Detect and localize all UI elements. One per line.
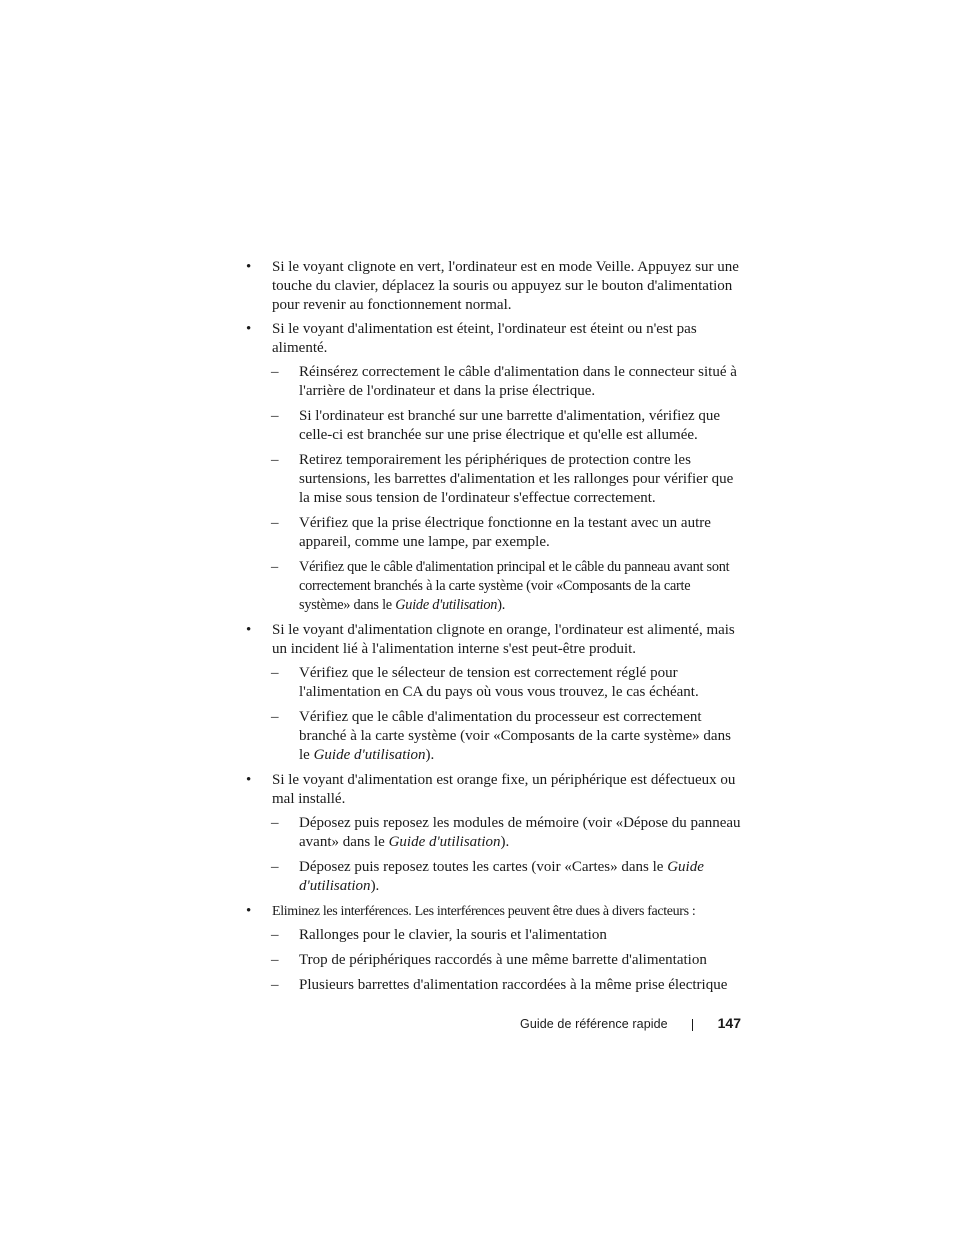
sub-item-text: Si l'ordinateur est branché sur une barrette d'alimentation, vérifiez que celle-ci est branchée sur une prise électrique et qu'elle est allumée. <box>299 408 721 443</box>
dash-marker: – <box>271 665 279 681</box>
list-item-text: Si le voyant d'alimentation clignote en orange, l'ordinateur est alimenté, mais un incident lié à l'alimentation interne s'est peut-être produit. <box>272 622 735 657</box>
dash-marker: – <box>271 515 279 531</box>
sub-list <box>272 363 742 615</box>
dash-marker: – <box>271 977 279 993</box>
bullet-marker: • <box>246 321 252 337</box>
sub-item-text-end: ). <box>370 878 380 894</box>
sub-item-text: Vérifiez que le câble d'alimentation du processeur est correctement branché à la carte système (voir «Composants de la carte système» dans le <box>299 709 731 763</box>
sub-list-item <box>246 858 742 896</box>
sub-list-item <box>246 951 742 970</box>
sub-item-text: Réinsérez correctement le câble d'alimentation dans le connecteur situé à l'arrière de l'ordinateur et dans la prise électrique. <box>299 364 737 399</box>
sub-item-text: Plusieurs barrettes d'alimentation raccordées à la même prise électrique <box>299 977 728 993</box>
sub-list-item <box>246 514 742 552</box>
dash-marker: – <box>271 815 279 831</box>
sub-list-item <box>246 363 742 401</box>
dash-marker: – <box>271 952 279 968</box>
bullet-marker: • <box>246 622 252 638</box>
list-item <box>246 258 742 315</box>
bullet-marker: • <box>246 772 252 788</box>
sub-list-item <box>246 451 742 508</box>
sub-list-item <box>246 558 742 615</box>
footer-title: Guide de référence rapide <box>520 1017 668 1031</box>
list-item <box>246 771 742 896</box>
sub-item-text-end: ). <box>497 597 506 613</box>
footer-separator <box>692 1019 693 1031</box>
sub-item-text: Vérifiez que le sélecteur de tension est correctement réglé pour l'alimentation en CA du pays où vous vous trouvez, le cas échéant. <box>299 665 699 700</box>
sub-list-item <box>246 407 742 445</box>
sub-list-item <box>246 976 742 995</box>
guide-reference: Guide d'utilisation <box>313 747 426 763</box>
dash-marker: – <box>271 408 279 424</box>
sub-item-text: Trop de périphériques raccordés à une même barrette d'alimentation <box>299 952 707 968</box>
list-item <box>246 902 742 995</box>
sub-list <box>272 926 742 995</box>
sub-item-text-end: ). <box>425 747 435 763</box>
list-item <box>246 621 742 765</box>
dash-marker: – <box>271 927 279 943</box>
sub-item-text: Rallonges pour le clavier, la souris et l'alimentation <box>299 927 607 943</box>
list-item-text: Si le voyant clignote en vert, l'ordinateur est en mode Veille. Appuyez sur une touche du clavier, déplacez la souris ou appuyez sur le bouton d'alimentation pour revenir au fonctionnement normal. <box>272 259 739 313</box>
sub-item-text: Déposez puis reposez toutes les cartes (voir «Cartes» dans le <box>299 859 668 875</box>
guide-reference: Guide d'utilisation <box>395 597 498 613</box>
list-item-text: Si le voyant d'alimentation est orange fixe, un périphérique est défectueux ou mal installé. <box>272 772 736 807</box>
sub-item-text: Déposez puis reposez les modules de mémoire (voir «Dépose du panneau avant» dans le <box>299 815 741 850</box>
sub-list <box>272 664 742 765</box>
sub-list-item <box>246 926 742 945</box>
sub-item-text: Vérifiez que le câble d'alimentation principal et le câble du panneau avant sont correctement branchés à la carte système (voir «Composants de la carte système» dans le <box>299 559 730 613</box>
sub-list-item <box>246 708 742 765</box>
guide-reference: Guide d'utilisation <box>388 834 501 850</box>
sub-item-text: Retirez temporairement les périphériques de protection contre les surtensions, les barrettes d'alimentation et les rallonges pour vérifier que la mise sous tension de l'ordinateur s'effectue correctement. <box>299 452 734 506</box>
list-item <box>246 320 742 615</box>
dash-marker: – <box>271 452 279 468</box>
sub-item-text: Vérifiez que la prise électrique fonctionne en la testant avec un autre appareil, comme une lampe, par exemple. <box>299 515 711 550</box>
troubleshooting-list <box>246 258 742 1001</box>
sub-item-text-end: ). <box>500 834 510 850</box>
sub-list-item <box>246 814 742 852</box>
bullet-marker: • <box>246 259 252 275</box>
guide-reference: Guide d'utilisation <box>299 859 704 894</box>
dash-marker: – <box>271 559 278 575</box>
dash-marker: – <box>271 364 279 380</box>
sub-list-item <box>246 664 742 702</box>
page-footer <box>520 1015 742 1035</box>
list-item-text: Eliminez les interférences. Les interférences peuvent être dues à divers facteurs : <box>272 904 696 919</box>
list-item-text: Si le voyant d'alimentation est éteint, l'ordinateur est éteint ou n'est pas alimenté. <box>272 321 697 356</box>
sub-list <box>272 814 742 896</box>
dash-marker: – <box>271 709 279 725</box>
dash-marker: – <box>271 859 279 875</box>
bullet-marker: • <box>246 903 252 919</box>
page-number: 147 <box>717 1015 741 1031</box>
